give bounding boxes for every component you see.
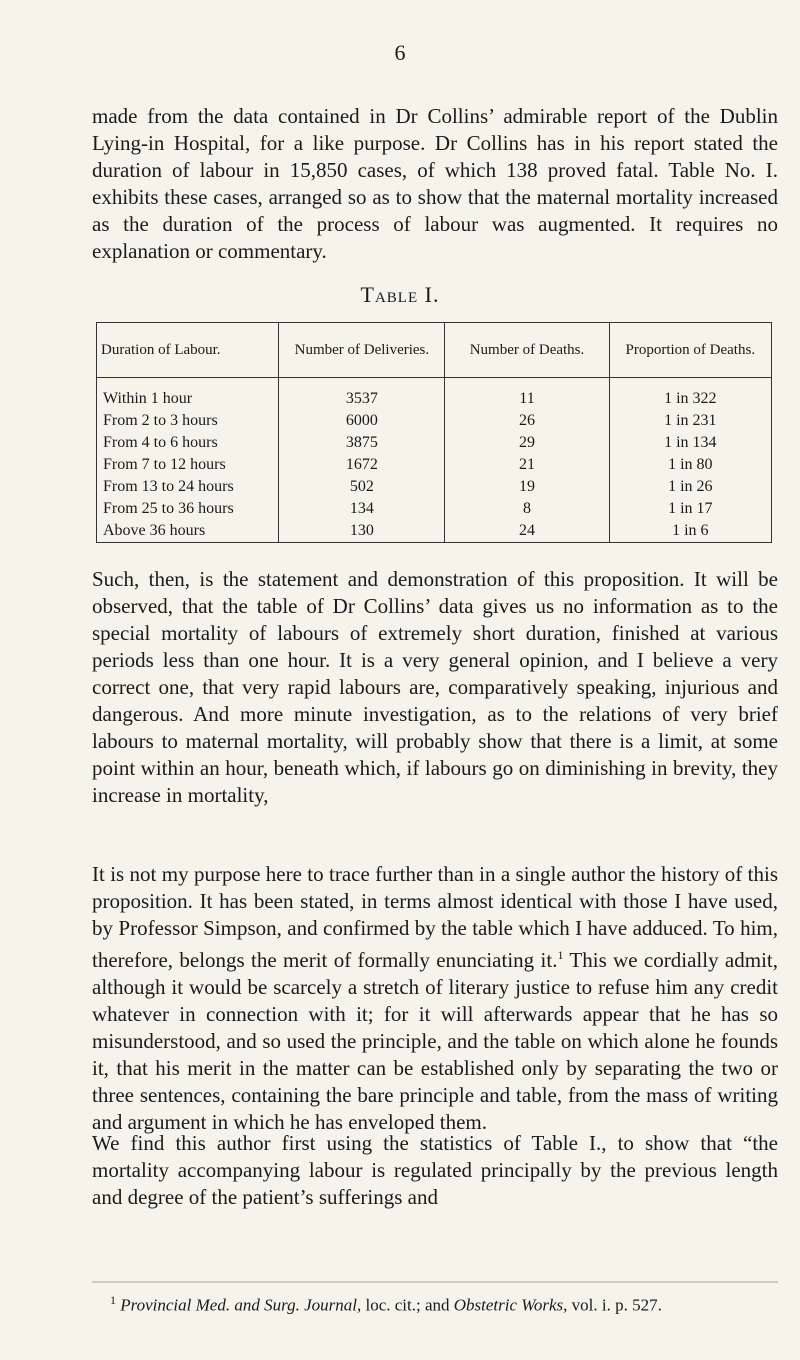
header-duration: Duration of Labour. [97,323,279,378]
footnote-middle: loc. cit.; and [361,1295,454,1315]
footnote-journal: Provincial Med. and Surg. Journal, [120,1295,362,1315]
table-row [97,432,772,454]
footnote [92,1289,778,1317]
cell-proportion: 1 in 231 [609,410,771,432]
cell-duration: From 25 to 36 hours [97,498,279,520]
cell-deaths: 21 [445,454,609,476]
paragraph-intro: made from the data contained in Dr Collins’ admirable report of the Dublin Lying-in Hospital, for a like purpose. Dr Collins has in his report stated the duration of labour in 15,850 cases, of which 138 proved fatal. Table No. I. exhibits these cases, arranged so as to show that the maternal mortality increased as the duration of the process of labour was augmented. It requires no explanation or commentary. [92,104,778,263]
table-row [97,476,772,498]
table-row [97,498,772,520]
cell-proportion: 1 in 134 [609,432,771,454]
footnote-marker: 1 [110,1293,116,1307]
header-deliveries: Number of Deliveries. [279,323,445,378]
cell-proportion: 1 in 17 [609,498,771,520]
paragraph-history-continued: This we cordially admit, although it would be scarcely a stretch of literary justice to refuse him any credit whatever in connection with it; for it will afterwards appear that he has so misunderstood, and so used the principle, and the table on which alone he founds it, that his merit in the matter can be established only by separating the two or three sentences, containing the bare principle and table, from the mass of writing and argument in which he has enveloped them. [92,948,778,1134]
cell-deaths: 19 [445,476,609,498]
cell-proportion: 1 in 6 [609,520,771,543]
page-number: 6 [394,40,406,65]
paragraph-history-text: It is not my purpose here to trace further than in a single author the history of this proposition. It has been stated, in terms almost identical with those I have used, by Professor Simpson, and confirmed by the table which I have adduced. To him, therefore, belongs the merit of formally enunciating it. [92,862,778,972]
cell-duration: From 7 to 12 hours [97,454,279,476]
cell-duration: From 4 to 6 hours [97,432,279,454]
cell-duration: Within 1 hour [97,378,279,411]
footnote-divider [92,1280,778,1284]
labour-duration-table [96,322,772,543]
header-proportion: Proportion of Deaths. [609,323,771,378]
paragraph-history [92,861,778,1136]
cell-proportion: 1 in 26 [609,476,771,498]
table-row [97,520,772,543]
table-row [97,378,772,411]
cell-duration: Above 36 hours [97,520,279,543]
cell-deaths: 24 [445,520,609,543]
cell-proportion: 1 in 80 [609,454,771,476]
cell-deliveries: 3875 [279,432,445,454]
paragraph-statistics: We find this author first using the statistics of Table I., to show that “the mortality accompanying labour is regulated principally by the previous length and degree of the patient’s sufferings and [92,1131,778,1209]
cell-deaths: 26 [445,410,609,432]
cell-deliveries: 3537 [279,378,445,411]
table-title: Table I. [360,282,440,307]
table-row [97,410,772,432]
cell-deliveries: 130 [279,520,445,543]
paragraph-demonstration: Such, then, is the statement and demonstration of this proposition. It will be observed, that the table of Dr Collins’ data gives us no information as to the special mortality of labours of extremely short duration, finished at various periods less than one hour. It is a very general opinion, and I believe a very correct one, that very rapid labours are, comparatively speaking, injurious and dangerous. And more minute investigation, as to the relations of very brief labours to maternal mortality, will probably show that there is a limit, at some point within an hour, beneath which, if labours go on diminishing in brevity, they increase in mortality, [92,567,778,807]
cell-deaths: 8 [445,498,609,520]
cell-duration: From 2 to 3 hours [97,410,279,432]
cell-deliveries: 6000 [279,410,445,432]
table-row [97,454,772,476]
cell-deaths: 11 [445,378,609,411]
cell-duration: From 13 to 24 hours [97,476,279,498]
table-header-row [97,323,772,378]
footnote-book: Obstetric Works, [453,1295,568,1315]
cell-deaths: 29 [445,432,609,454]
cell-deliveries: 1672 [279,454,445,476]
footnote-end: vol. i. p. 527. [567,1295,662,1315]
header-deaths: Number of Deaths. [445,323,609,378]
cell-proportion: 1 in 322 [609,378,771,411]
cell-deliveries: 502 [279,476,445,498]
footnote-reference: 1 [557,948,564,962]
cell-deliveries: 134 [279,498,445,520]
